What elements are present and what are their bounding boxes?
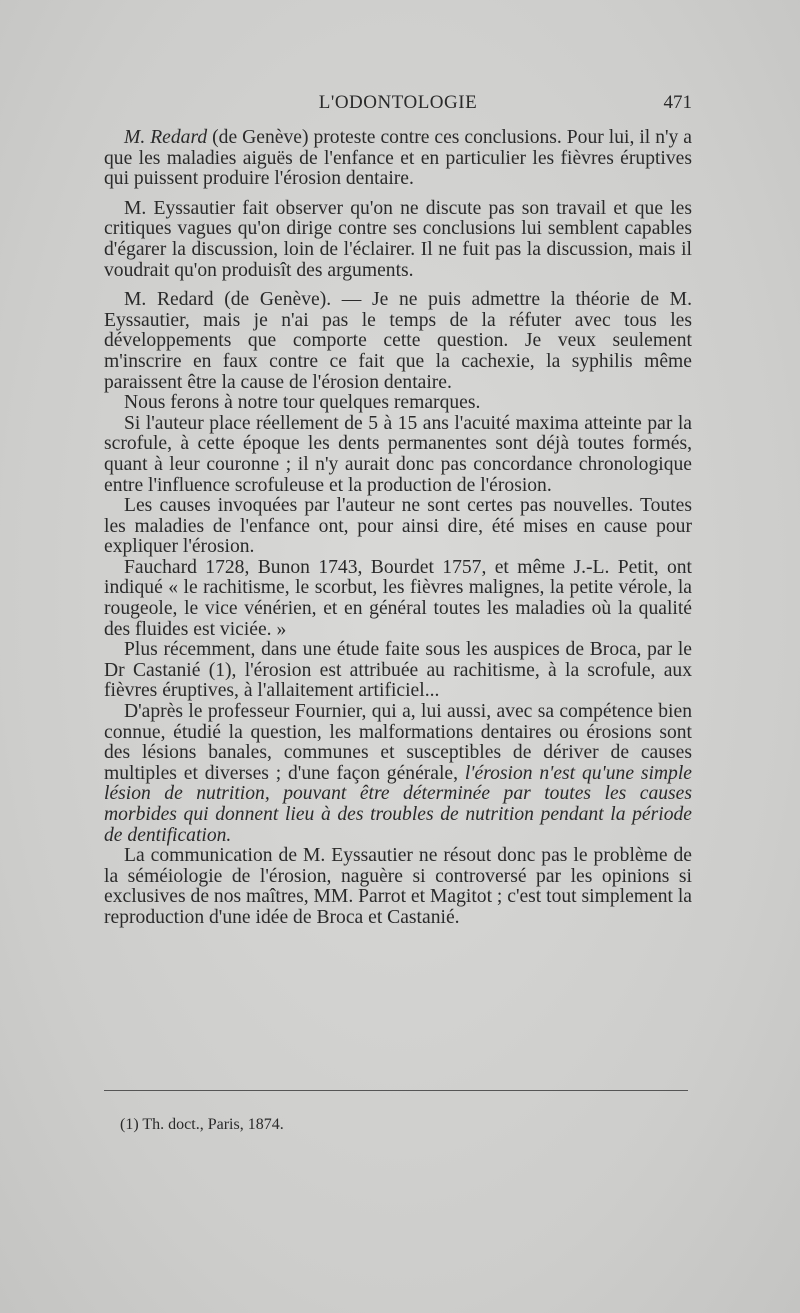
paragraph-9-italic: l'érosion n'est qu'une simple lésion de nutrition, pouvant être déterminée par toutes les causes morbides qui donnent lieu à des troubles de nutrition pendant la période de dentification.: [104, 762, 692, 846]
paragraph-1: [104, 128, 692, 190]
paragraph-6: Les causes invoquées par l'auteur ne sont certes pas nouvelles. Toutes les maladies de l'enfance ont, pour ainsi dire, été mises en cause pour expliquer l'érosion.: [104, 495, 692, 558]
body-text: [104, 128, 692, 929]
paragraph-4: Nous ferons à notre tour quelques remarques.: [124, 392, 481, 414]
paragraph-9-text: D'après le professeur Fournier, qui a, lui aussi, avec sa compétence bien connue, étudié la question, les malformations dentaires ou érosions sont des lésions banales, communes et susceptibles de dériver de causes multiples et diverses ; d'une façon générale,: [104, 701, 692, 784]
running-title: L'ODONTOLOGIE: [318, 92, 478, 113]
footnote-divider: [104, 1090, 688, 1091]
page-header: [104, 92, 692, 122]
footnote: (1) Th. doct., Paris, 1874.: [120, 1116, 284, 1133]
paragraph-1-text: (de Genève) proteste contre ces conclusions. Pour lui, il n'y a que les maladies aiguës de l'enfance et en particulier les fièvres éruptives qui puissent produire l'érosion dentaire.: [104, 127, 692, 190]
paragraph-2: M. Eyssautier fait observer qu'on ne discute pas son travail et que les critiques vagues qu'on dirige contre ses conclusions lui semblent capables d'égarer la discussion, loin de l'éclairer. Il ne fuit pas la discussion, mais il voudrait qu'on produisît des arguments.: [104, 197, 692, 281]
paragraph-3: M. Redard (de Genève). — Je ne puis admettre la théorie de M. Eyssautier, mais je n'ai pas le temps de la réfuter avec tous les développements que comporte cette question. Je veux seulement m'inscrire en faux contre ce fait que la cachexie, la syphilis même paraissent être la cause de l'érosion dentaire.: [104, 289, 692, 393]
paragraph-7: Fauchard 1728, Bunon 1743, Bourdet 1757, et même J.-L. Petit, ont indiqué « le rachitisme, le scorbut, les fièvres malignes, la petite vérole, la rougeole, le vice vénérien, et en général toutes les maladies où la qualité des fluides est viciée. »: [104, 556, 692, 640]
speaker-name: M. Redard: [124, 127, 208, 148]
paragraph-10: La communication de M. Eyssautier ne résout donc pas le problème de la séméiologie de l'érosion, naguère si controversé par les opinions si exclusives de nos maîtres, MM. Parrot et Magitot ; c'est tout simplement la reproduction d'une idée de Broca et Castanié.: [104, 845, 692, 928]
paragraph-9: [104, 702, 692, 846]
paragraph-5: Si l'auteur place réellement de 5 à 15 ans l'acuité maxima atteinte par la scrofule, à cette époque les dents permanentes sont déjà toutes formés, quant à leur couronne ; il n'y aurait donc pas concordance chronologique entre l'influence scrofuleuse et la production de l'érosion.: [104, 412, 692, 496]
paragraph-8: Plus récemment, dans une étude faite sous les auspices de Broca, par le Dr Castanié (1), l'érosion est attribuée au rachitisme, à la scrofule, aux fièvres éruptives, à l'allaitement artificiel...: [104, 639, 692, 702]
page-number: 471: [663, 92, 692, 113]
